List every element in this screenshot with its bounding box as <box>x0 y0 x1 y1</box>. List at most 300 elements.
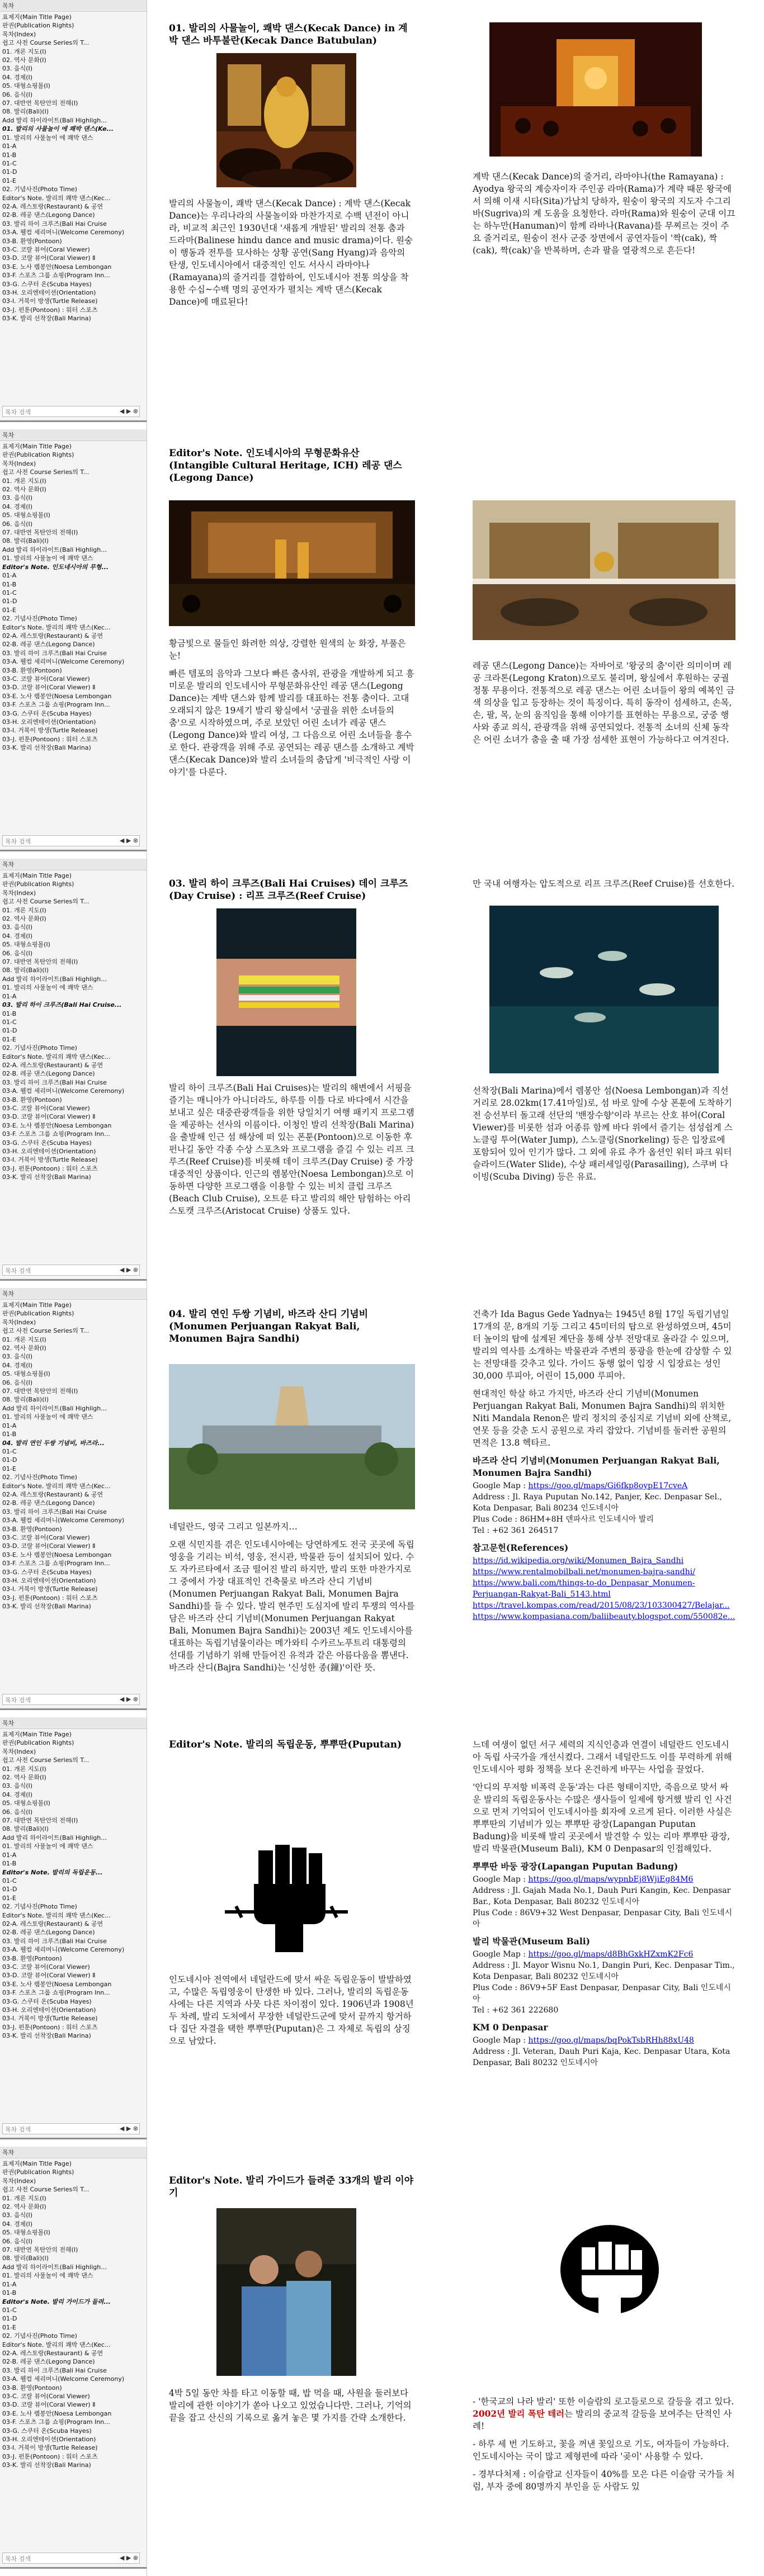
toc-item[interactable]: 03-B. 환영(Pontoon) <box>2 1525 62 1533</box>
section-title: Editor's Note. 발리의 독립운동, 뿌뿌딴(Puputan) <box>169 1739 402 1750</box>
toc-item[interactable]: 02-B. 레공 댄스(Legong Dance) <box>2 641 95 648</box>
toc-item[interactable]: 표제지(Main Title Page) <box>2 872 72 879</box>
toc-item[interactable]: 01. 발리의 사물놀이 에 쾌박 댄스 <box>2 1413 93 1421</box>
reference-link[interactable]: https://www.kompasiana.com/baliibeauty.blogspot.com/550082e... <box>473 1612 735 1621</box>
toc-item[interactable]: 01-C <box>2 1018 17 1026</box>
section-title: 03. 발리 하이 크루즈(Bali Hai Cruises) 데이 크루즈(Day Cruise) : 리프 크루즈(Reef Cruise) <box>169 878 408 902</box>
toc-item[interactable]: 01-D <box>2 168 17 176</box>
toc-item[interactable]: Add 발리 하이라이트(Bali Highligh... <box>2 546 107 553</box>
toc-item[interactable]: 01. 발리의 사물놀이 에 쾌박 댄스 <box>2 555 93 562</box>
toc-item[interactable]: 03. 발리 하이 크루즈(Bali Hai Cruise <box>2 1508 107 1516</box>
toc-item[interactable]: 판권(Publication Rights) <box>2 22 74 30</box>
toc-item[interactable]: 01. 개론 지도(Ⅰ) <box>2 1765 46 1773</box>
toc-item[interactable]: 05. 대형쇼핑몰(Ⅰ) <box>2 941 50 949</box>
paragraph: 인도네시아 전역에서 네덜란드에 맞서 싸운 독립운동이 발발하였고, 수많은 독립영웅이 탄생한 바 있다. 그러나, 발리의 독립운동사에는 다른 지역과 사뭇 다른 차이점이 있다. 1906년과 1908년 두 차례, 발리 도처에서 무장한 네덜란드군에 맞서 끝까지 항거하다 집단 자결을 택한 뿌뿌딴(Puputan)은 그 자체로 독립의 상징으로 남았다. <box>169 1974 414 2046</box>
toc-item[interactable]: 표제지(Main Title Page) <box>2 13 72 21</box>
toc-item[interactable]: 03-F. 스포츠 그룹 쇼핑(Program Inn... <box>2 701 110 709</box>
toc-item[interactable]: 04. 경제(Ⅰ) <box>2 2220 33 2228</box>
toc-item[interactable]: 03-D. 코랄 뷰어(Coral Viewer) Ⅱ <box>2 1113 96 1121</box>
toc-item[interactable]: 06. 음식(Ⅰ) <box>2 1808 33 1816</box>
toc-search-input[interactable]: 목차 검색 ◀ ▶ ⊗ <box>2 2553 140 2564</box>
toc-item[interactable]: 03-E. 노사 렘봉안(Noesa Lembongan <box>2 1551 112 1559</box>
monument-photo <box>169 1364 415 1509</box>
toc-item[interactable]: 03-G. 스쿠터 온(Scuba Hayes) <box>2 2427 92 2435</box>
toc-item[interactable]: 03-B. 환영(Pontoon) <box>2 666 62 674</box>
toc-item[interactable]: 01-B <box>2 580 17 588</box>
toc-item[interactable]: 03-K. 발리 선착장(Bali Marina) <box>2 315 91 323</box>
toc-item[interactable]: 01-C <box>2 159 17 167</box>
toc-item[interactable]: 쉽고 사전 Course Series의 T... <box>2 2186 89 2194</box>
toc-frame <box>0 859 147 1281</box>
toc-item[interactable]: 04. 경제(Ⅰ) <box>2 503 33 510</box>
toc-item[interactable]: 01-B <box>2 151 17 159</box>
toc-item[interactable]: 02. 역사 문화(Ⅰ) <box>2 2203 46 2211</box>
search-nav-icon[interactable]: ◀ ▶ ⊗ <box>119 837 138 844</box>
toc-item[interactable]: 01. 개론 지도(Ⅰ) <box>2 477 46 485</box>
toc-item[interactable]: Add 발리 하이라이트(Bali Highligh... <box>2 1834 107 1841</box>
toc-item[interactable]: 03-H. 오리엔테이션(Orientation) <box>2 2436 96 2443</box>
toc-item[interactable]: 07. 대반연 목탄안의 전해(Ⅰ) <box>2 958 78 966</box>
toc-item[interactable]: Add 발리 하이라이트(Bali Highligh... <box>2 116 107 124</box>
toc-item[interactable]: 03-B. 환영(Pontoon) <box>2 1954 62 1962</box>
toc-item[interactable]: 02-A. 레스토랑(Restaurant) & 공연 <box>2 1920 103 1928</box>
paragraph: '안디의 무저항 비폭력 운동'과는 다른 형태이지만, 죽음으로 맞서 싸운 발리의 독립운동사는 수많은 생사들이 일제에 항거했 발리 인 사건으로 먼저 기억되어 인도네시아를 회자에 오르게 된다. 이러한 사실은 뿌뿌딴의 기념비가 있는 뿌뿌딴 광장(Lapangan Puputan Badung)을 비롯해 발리 곳곳에서 발견할 수 있는 리마 뿌뿌딴 광장, 발리 박물관(Museum Bali), KM 0 Denpasar의 인접해있다. <box>473 1782 732 1854</box>
search-nav-icon[interactable]: ◀ ▶ ⊗ <box>119 1696 138 1703</box>
toc-item[interactable]: 02-B. 레공 댄스(Legong Dance) <box>2 2358 95 2366</box>
toc-item[interactable]: 판권(Publication Rights) <box>2 2168 74 2176</box>
toc-item[interactable]: 01-C <box>2 2306 17 2314</box>
search-nav-icon[interactable]: ◀ ▶ ⊗ <box>119 2554 138 2561</box>
toc-item[interactable]: 05. 대형쇼핑몰(Ⅰ) <box>2 1800 50 1807</box>
paragraph: 4박 5일 동안 차를 타고 이동할 때, 밥 먹을 때, 사원을 둘러보다 발리에 관한 이야기가 쏟아 나오고 있었습니다만. 그러나, 기억의 끝을 잡고 산신의 기록으로 옮겨 놓은 몇 가지를 간략 소개한다. <box>169 2388 412 2423</box>
toc-item[interactable]: 03-K. 발리 선착장(Bali Marina) <box>2 744 91 752</box>
toc-item[interactable]: 03-B. 환영(Pontoon) <box>2 1096 62 1104</box>
toc-item[interactable]: 08. 발리(Bali)(Ⅰ) <box>2 108 49 116</box>
info-title: 발리 박물관(Museum Bali) <box>473 1936 590 1947</box>
info-title: 뿌뿌딴 바둥 광장(Lapangan Puputan Badung) <box>473 1861 678 1872</box>
google-map-line: Google Map : https://goo.gl/maps/Gi6fkp8oypE17cveA <box>473 1481 688 1490</box>
toc-item[interactable]: 03-J. 펀툰(Pontoon) : 워터 스포츠 <box>2 306 98 314</box>
toc-item[interactable]: 표제지(Main Title Page) <box>2 1731 72 1738</box>
toc-item[interactable]: 01-C <box>2 1447 17 1455</box>
toc-item[interactable]: 03-A. 웰컴 세리머니(Welcome Ceremony) <box>2 229 125 236</box>
google-map-line: Google Map : https://goo.gl/maps/wypnbEj8WjiEg84M6 <box>473 1875 694 1884</box>
toc-item[interactable]: Add 발리 하이라이트(Bali Highligh... <box>2 2263 107 2271</box>
fist-stamp-icon <box>551 2214 668 2326</box>
google-map-line: Google Map : https://goo.gl/maps/bqPokTsbRHh88xU48 <box>473 2036 694 2045</box>
raised-fist-icon <box>219 1828 353 1957</box>
toc-item[interactable]: 03. 발리 하이 크루즈(Bali Hai Cruise <box>2 649 107 657</box>
section-title: 04. 발리 연인 두쌍 기념비, 바즈라 산디 기념비(Monumen Perjuangan Rakyat Bali, Monumen Bajra Sandhi) <box>169 1309 369 1344</box>
toc-item[interactable]: 03-E. 노사 렘봉안(Noesa Lembongan <box>2 1980 112 1988</box>
guide-photo <box>216 2208 356 2376</box>
reference-link[interactable]: https://www.rentalmobilbali.net/monumen-bajra-sandhi/ <box>473 1568 695 1576</box>
toc-item[interactable]: 목차(Index) <box>2 30 36 38</box>
toc-item[interactable]: 03. 음식(Ⅰ) <box>2 494 33 502</box>
toc-search-input[interactable]: 목차 검색 ◀ ▶ ⊗ <box>2 2123 140 2134</box>
toc-item[interactable]: 03-I. 거북이 방생(Turtle Release) <box>2 1585 98 1593</box>
toc-item[interactable]: 03-F. 스포츠 그룹 쇼핑(Program Inn... <box>2 1130 110 1138</box>
toc-item-current[interactable]: Editor's Note. 인도네시아의 무형... <box>2 563 109 571</box>
toc-item[interactable]: 01-A <box>2 2280 17 2288</box>
paragraph: 오랜 식민지를 겪은 인도네시아에는 당연하게도 전국 곳곳에 독립영웅을 기리는 비석, 영웅, 전시관, 박물관 등이 설치되어 있다. 수도 자카르타에서 조금 떨어진 발리 하지만, 발리 또한 마찬가지로 그 중에서 가장 대표적인 건축물로 바즈라 산디 기념비(Monumen Perjuangan Rakyat Bali, Monumen Bajra Sandhi)를 들 수 있다. 발리 현주민 도심지에 발리 투쟁의 역사를 담은 바즈라 산디 기념비(Monumen Perjuangan Rakyat Bali, Monumen Bajra Sandhi)는 2003년 제도 인도네시아를 대표하는 독립기념물이라는 메가와티 수카르노푸트리 대통령의 선대를 기념하기 위해 만들어진 유적과 같은 아름다움을 뽐낸다. 바즈라 산디(Bajra Sandhi)는 '신성한 종(鐘)'이란 뜻. <box>169 1540 415 1673</box>
toc-item[interactable]: 03-H. 오리엔테이션(Orientation) <box>2 289 96 296</box>
toc-item[interactable]: 03-D. 코랄 뷰어(Coral Viewer) Ⅱ <box>2 1542 96 1550</box>
toc-item[interactable]: 03-C. 코랄 뷰어(Coral Viewer) <box>2 2392 90 2400</box>
toc-item[interactable]: 02-B. 레공 댄스(Legong Dance) <box>2 1070 95 1078</box>
toc-item[interactable]: 02. 역사 문화(Ⅰ) <box>2 915 46 923</box>
bullet-item: - 경부다처제 : 이슬람교 신자들이 40%를 모은 다른 이슬람 국가들 처럼, 부자 중에 80명까지 부인을 둔 사람도 있 <box>473 2469 735 2492</box>
toc-item[interactable]: 03-A. 웰컴 세리머니(Welcome Ceremony) <box>2 658 125 666</box>
highlight-text: 2002년 발리 폭탄 테러 <box>473 2408 565 2419</box>
toc-item[interactable]: 04. 경제(Ⅰ) <box>2 932 33 940</box>
toc-item[interactable]: Editor's Note. 발리의 쾌박 댄스(Kec... <box>2 1482 111 1490</box>
paragraph: 발리의 사물놀이, 쾌박 댄스(Kecak Dance) : 계박 댄스(Kecak Dance)는 우리나라의 사물놀이와 마찬가지로 수백 년전이 아니라, 비교적 최근인 1930년대 '새롭게 개발된' 발리의 전통 춤과 드라마(Balinese hindu dance and music drama)이다. 원숭이 행동과 전투를 묘사하는 상황 공연(Sang Hyang)과 음악의 탄생, 인도네시아에서 대중적인 인도 서사시 라마야나(Ramayana)의 줄거리를 결합하여, 인도네시아 전통 의상을 착용한 수십~수백 명의 공연자가 펼치는 계박 댄스(Kecak Dance)에 매료된다! <box>169 198 413 307</box>
toc-item[interactable]: 쉽고 사전 Course Series의 T... <box>2 39 89 47</box>
toc-item[interactable]: 03-J. 펀툰(Pontoon) : 워터 스포츠 <box>2 2452 98 2460</box>
toc-item[interactable]: 01-A <box>2 572 17 580</box>
google-map-link[interactable]: https://goo.gl/maps/bqPokTsbRHh88xU48 <box>528 2036 694 2045</box>
document-page <box>159 0 752 2576</box>
toc-item[interactable]: 03-J. 펀툰(Pontoon) : 워터 스포츠 <box>2 735 98 743</box>
toc-item[interactable]: 01-B <box>2 2289 17 2297</box>
toc-item[interactable]: 03. 음식(Ⅰ) <box>2 1782 33 1790</box>
toc-item[interactable]: 02-A. 레스토랑(Restaurant) & 공연 <box>2 202 103 210</box>
toc-item[interactable]: 03-K. 발리 선착장(Bali Marina) <box>2 2461 91 2469</box>
legong-dance-photo <box>169 500 415 626</box>
toc-item[interactable]: 03. 발리 하이 크루즈(Bali Hai Cruise <box>2 2366 107 2374</box>
toc-item[interactable]: 02. 기념사진(Photo Time) <box>2 1474 77 1481</box>
address: Address : Jl. Veteran, Dauh Puri Kaja, Kec. Denpasar Utara, Kota Denpasar, Bali 80232 인도네시아 <box>473 2047 730 2067</box>
paragraph: 건축가 Ida Bagus Gede Yadnya는 1945년 8월 17일 독립기념일 17개의 문, 8개의 기둥 그리고 45미터의 탑으로 완성하였으며, 45미터 높이의 탑에 설계된 계단을 통해 상부 전망대로 올라갈 수 있으며, 발리의 역사를 소개하는 박물관과 주변의 풍광을 한눈에 감상할 수 있는 전망대를 갖추고 있다. 가이드 동행 없이 입장 시 입장료는 성인 30,000 루피아, 어린이 15,000 루피아. <box>473 1309 732 1381</box>
sidebar <box>0 0 147 2576</box>
toc-item[interactable]: 03-F. 스포츠 그룹 쇼핑(Program Inn... <box>2 1560 110 1568</box>
toc-item[interactable]: 03-I. 거북이 방생(Turtle Release) <box>2 2444 98 2452</box>
toc-item[interactable]: 03-E. 노사 렘봉안(Noesa Lembongan <box>2 692 112 700</box>
toc-item[interactable]: Editor's Note. 발리의 쾌박 댄스(Kec... <box>2 623 111 631</box>
toc-item[interactable]: Editor's Note. 발리의 쾌박 댄스(Kec... <box>2 1053 111 1060</box>
paragraph: 레공 댄스(Legong Dance)는 자바어로 '왕궁의 춤'이란 의미이며 레공 크라톤(Legong Kraton)으로도 불리며, 왕실에서 후원하는 궁궐 정통 무용이다. 전통적으로 레공 댄스는 어린 소녀들이 왕의 예복인 금색 의상을 입고 등장하는 것이 특징이다. 특히 동작이 섬세하고, 손목, 손, 팔, 목, 눈의 움직임을 통해 이야기를 표현하는 무용으로, 궁중 행사와 종교 의식, 관광객을 위해 공연되었다. 전통적 소녀의 신체 동작은 어린 소녀가 춤을 출 때 가장 섬세한 표현이 가능하다고 여겨진다. <box>473 661 735 745</box>
toc-item[interactable]: 04. 경제(Ⅰ) <box>2 1791 33 1798</box>
wristband-photo <box>216 908 356 1076</box>
toc-list <box>0 870 147 1183</box>
google-map-line: Google Map : https://goo.gl/maps/d8BhGxkHZxmK2Fc6 <box>473 1950 694 1959</box>
toc-frame-title: 목차 <box>0 429 147 441</box>
google-map-link[interactable]: https://goo.gl/maps/Gi6fkp8oypE17cveA <box>528 1481 688 1490</box>
toc-item[interactable]: 07. 대반연 목탄안의 전해(Ⅰ) <box>2 529 78 537</box>
toc-item[interactable]: 03-C. 코랄 뷰어(Coral Viewer) <box>2 1104 90 1112</box>
toc-item[interactable]: 02-A. 레스토랑(Restaurant) & 공연 <box>2 1061 103 1069</box>
toc-item[interactable]: 07. 대반연 목탄안의 전해(Ⅰ) <box>2 100 78 107</box>
toc-item[interactable]: 03. 발리 하이 크루즈(Bali Hai Cruise <box>2 1937 107 1945</box>
toc-item[interactable]: 07. 대반연 목탄안의 전해(Ⅰ) <box>2 2246 78 2254</box>
bullet-item: - '한국교의 나라 발리' 또한 이슬람의 로고들로으로 갈등을 겪고 있다. 2002년 발리 폭탄 테러는 발리의 중교적 갈등을 보여주는 단적인 사례! <box>473 2397 734 2431</box>
toc-item[interactable]: 01-B <box>2 1010 17 1017</box>
search-nav-icon[interactable]: ◀ ▶ ⊗ <box>119 408 138 415</box>
toc-frame <box>0 1717 147 2139</box>
toc-item[interactable]: 01-A <box>2 143 17 150</box>
toc-item[interactable]: 03-K. 발리 선착장(Bali Marina) <box>2 2032 91 2040</box>
toc-item[interactable]: 02. 기념사진(Photo Time) <box>2 1903 77 1911</box>
toc-item[interactable]: 02. 역사 문화(Ⅰ) <box>2 486 46 494</box>
paragraph: 황금빛으로 물들인 화려한 의상, 강렬한 원색의 눈 화장, 부풀은 눈! <box>169 638 406 661</box>
toc-item[interactable]: 03. 음식(Ⅰ) <box>2 2212 33 2219</box>
toc-item[interactable]: 02-B. 레공 댄스(Legong Dance) <box>2 1499 95 1507</box>
toc-item[interactable]: 01-D <box>2 598 17 605</box>
toc-item[interactable]: 목차(Index) <box>2 460 36 467</box>
toc-item[interactable]: 02-B. 레공 댄스(Legong Dance) <box>2 211 95 219</box>
toc-frame-title: 목차 <box>0 0 147 12</box>
toc-item[interactable]: 03-H. 오리엔테이션(Orientation) <box>2 2006 96 2014</box>
toc-item[interactable]: 03-K. 발리 선착장(Bali Marina) <box>2 1603 91 1611</box>
toc-item[interactable]: 01-A <box>2 1422 17 1429</box>
toc-frame-title: 목차 <box>0 859 147 870</box>
toc-search-input[interactable]: 목차 검색 ◀ ▶ ⊗ <box>2 1694 140 1705</box>
toc-item[interactable]: 03-G. 스쿠터 온(Scuba Hayes) <box>2 709 92 717</box>
toc-item[interactable]: 06. 음식(Ⅰ) <box>2 520 33 528</box>
paragraph: 현대적인 학살 하고 가지만, 바즈라 산디 기념비(Monumen Perjuangan Rakyat Bali, Monumen Bajra Sandhi)의 위치한 Niti Mandala Renon은 발리 정치의 중심지로 기념비 외에 산책로, 연못 등을 갖춘 도시 공원으로 자리 잡았다. 기념비를 둘러싼 공원의 면적은 13.8 헥타르. <box>473 1389 732 1448</box>
toc-item[interactable]: 08. 발리(Bali)(Ⅰ) <box>2 1825 49 1833</box>
toc-item[interactable]: 03-F. 스포츠 그룹 쇼핑(Program Inn... <box>2 272 110 280</box>
paragraph: 계박 댄스(Kecak Dance)의 줄거리, 라마야나(the Ramayana) : Ayodya 왕국의 계승자이자 주인공 라마(Rama)가 계략 때문 왕국에서 의해 이새 시타(Sita)가납치 당하자, 원숭이 왕국의 지도자 수그리바(Sugriva)의 계 도움을 요청한다. 라마(Rama)와 원숭이 군대 이끄는 하누만(Hanuman)이 함께 라바나(Ravana)를 무찌르는 것이 주요 줄거리로, 원숭이 전사 군중 장면에서 공연자들이 '짝(cak), 짝(cak), 짝(cak)'을 반복하며, 손과 팔을 열광적으로 흔든다! <box>473 172 735 255</box>
toc-item-current[interactable]: 03. 발리 하이 크루즈(Bali Hai Cruise... <box>2 1001 122 1009</box>
paragraph: 만 국내 여행자는 압도적으로 리프 크루즈(Reef Cruise)를 선호한다. <box>473 879 735 889</box>
toc-item[interactable]: 03-I. 거북이 방생(Turtle Release) <box>2 727 98 735</box>
toc-item[interactable]: 02. 기념사진(Photo Time) <box>2 186 77 193</box>
reference-link[interactable]: https://www.bali.com/things-to-do_Denpasar_Monumen-Perjuangan-Rakyat-Bali_5143.html <box>473 1579 695 1599</box>
address: Address : Jl. Raya Puputan No.142, Panjer, Kec. Denpasar Sel., Kota Denpasar, Bali 80234 인도네시아 <box>473 1493 722 1513</box>
google-map-link[interactable]: https://goo.gl/maps/wypnbEj8WjiEg84M6 <box>528 1875 694 1884</box>
toc-item[interactable]: 03-A. 웰컴 세리머니(Welcome Ceremony) <box>2 2375 125 2383</box>
paragraph: 느데 여생이 없던 서구 세력의 지식인층과 연결이 네덜란드 인도네시아 독립 사국가을 개선시켰다. 그래서 네덜란드도 이를 무력하게 위해 인도네시아 평화 정책을 보다 온건하게 바꾸는 사업을 끌었다. <box>473 1740 732 1774</box>
toc-item[interactable]: Editor's Note. 발리의 쾌박 댄스(Kec... <box>2 2341 111 2348</box>
toc-item[interactable]: 03-I. 거북이 방생(Turtle Release) <box>2 1156 98 1164</box>
toc-item[interactable]: 05. 대형쇼핑몰(Ⅰ) <box>2 1370 50 1378</box>
toc-item[interactable]: 06. 음식(Ⅰ) <box>2 2237 33 2245</box>
google-map-link[interactable]: https://goo.gl/maps/d8BhGxkHZxmK2Fc6 <box>528 1950 694 1959</box>
address: Address : Jl. Mayor Wisnu No.1, Dangin Puri, Kec. Denpasar Tim., Kota Denpasar, Bali 80232 인도네시아 <box>473 1961 735 1981</box>
toc-frame <box>0 0 147 422</box>
toc-item[interactable]: 01-E <box>2 1465 16 1472</box>
toc-item[interactable]: 목차(Index) <box>2 889 36 897</box>
toc-item[interactable]: 03-D. 코랄 뷰어(Coral Viewer) Ⅱ <box>2 2401 96 2409</box>
toc-item[interactable]: 02-A. 레스토랑(Restaurant) & 공연 <box>2 2349 103 2357</box>
toc-item[interactable]: 쉽고 사전 Course Series의 T... <box>2 1756 89 1764</box>
toc-item[interactable]: 03-J. 펀툰(Pontoon) : 워터 스포츠 <box>2 1594 98 1602</box>
toc-item[interactable]: 01. 개론 지도(Ⅰ) <box>2 2194 46 2202</box>
toc-item[interactable]: 판권(Publication Rights) <box>2 1310 74 1318</box>
toc-search-input[interactable]: 목차 검색 ◀ ▶ ⊗ <box>2 406 140 417</box>
toc-item[interactable]: 01. 발리의 사물놀이 에 쾌박 댄스 <box>2 984 93 992</box>
toc-item[interactable]: 03-B. 환영(Pontoon) <box>2 2384 62 2392</box>
toc-item[interactable]: 01. 발리의 사물놀이 에 쾌박 댄스 <box>2 134 93 141</box>
toc-item[interactable]: 판권(Publication Rights) <box>2 451 74 459</box>
toc-item[interactable]: 03-I. 거북이 방생(Turtle Release) <box>2 297 98 305</box>
toc-item[interactable]: 01-E <box>2 1035 16 1043</box>
kecak-performance-photo <box>489 22 702 157</box>
toc-item[interactable]: 03-F. 스포츠 그룹 쇼핑(Program Inn... <box>2 1989 110 1997</box>
address: Address : Jl. Gajah Mada No.1, Dauh Puri Kangin, Kec. Denpasar Bar., Kota Denpasar, Bali 80232 인도네시아 <box>473 1886 731 1906</box>
toc-item[interactable]: 03-G. 스쿠터 온(Scuba Hayes) <box>2 280 92 288</box>
toc-item[interactable]: 08. 발리(Bali)(Ⅰ) <box>2 967 49 974</box>
toc-item[interactable]: 01. 발리의 사물놀이 에 쾌박 댄스 <box>2 2272 93 2280</box>
toc-item[interactable]: 03-J. 펀툰(Pontoon) : 워터 스포츠 <box>2 1164 98 1172</box>
toc-item[interactable]: 06. 음식(Ⅰ) <box>2 1379 33 1386</box>
toc-item[interactable]: 03-C. 코랄 뷰어(Coral Viewer) <box>2 245 90 253</box>
toc-item[interactable]: 02. 역사 문화(Ⅰ) <box>2 1774 46 1782</box>
underwater-fish-photo <box>489 906 719 1073</box>
toc-item[interactable]: 03. 음식(Ⅰ) <box>2 924 33 931</box>
toc-item[interactable]: 03-E. 노사 렘봉안(Noesa Lembongan <box>2 1121 112 1129</box>
toc-item[interactable]: 06. 음식(Ⅰ) <box>2 91 33 98</box>
toc-item[interactable]: 03-C. 코랄 뷰어(Coral Viewer) <box>2 1963 90 1971</box>
plus-code: Plus Code : 86HM+8H 덴파사르 인도네시아 발리 <box>473 1515 654 1524</box>
toc-item[interactable]: 03-C. 코랄 뷰어(Coral Viewer) <box>2 675 90 683</box>
toc-item[interactable]: 02. 기념사진(Photo Time) <box>2 615 77 623</box>
telephone: Tel : +62 361 264517 <box>473 1526 559 1535</box>
toc-item[interactable]: 쉽고 사전 Course Series의 T... <box>2 1327 89 1335</box>
toc-item[interactable]: 05. 대형쇼핑몰(Ⅰ) <box>2 2229 50 2237</box>
toc-item[interactable]: 03-H. 오리엔테이션(Orientation) <box>2 718 96 726</box>
toc-item[interactable]: 01-B <box>2 1431 17 1438</box>
toc-item[interactable]: 02. 역사 문화(Ⅰ) <box>2 56 46 64</box>
toc-item[interactable]: 02. 기념사진(Photo Time) <box>2 2332 77 2340</box>
toc-frame <box>0 2147 147 2569</box>
toc-item[interactable]: 목차(Index) <box>2 1318 36 1326</box>
toc-item[interactable]: 01-E <box>2 1894 16 1902</box>
toc-item[interactable]: 03-E. 노사 렘봉안(Noesa Lembongan <box>2 263 112 271</box>
toc-item[interactable]: 03. 발리 하이 크루즈(Bali Hai Cruise <box>2 220 107 228</box>
toc-item[interactable]: 01-B <box>2 1860 17 1868</box>
toc-item[interactable]: 02. 역사 문화(Ⅰ) <box>2 1344 46 1352</box>
toc-search-input[interactable]: 목차 검색 ◀ ▶ ⊗ <box>2 835 140 846</box>
toc-frame-title: 목차 <box>0 1717 147 1729</box>
toc-list <box>0 2158 147 2471</box>
section-title: Editor's Note. 발리 가이드가 들려준 33개의 발리 이야기 <box>169 2175 414 2199</box>
toc-item[interactable]: 08. 발리(Bali)(Ⅰ) <box>2 537 49 545</box>
toc-item[interactable]: 03-A. 웰컴 세리머니(Welcome Ceremony) <box>2 1946 125 1954</box>
toc-item[interactable]: 01-D <box>2 1886 17 1893</box>
reference-link[interactable]: https://travel.kompas.com/read/2015/08/23/103300427/Belajar... <box>473 1601 730 1610</box>
toc-item[interactable]: 07. 대반연 목탄안의 전해(Ⅰ) <box>2 1388 78 1395</box>
toc-item[interactable]: 03-D. 코랄 뷰어(Coral Viewer) Ⅱ <box>2 1972 96 1980</box>
legong-performance-photo <box>473 500 735 640</box>
toc-item-current[interactable]: 01. 발리의 사물놀이 에 쾌박 댄스(Ke... <box>2 125 114 133</box>
toc-item[interactable]: 03. 음식(Ⅰ) <box>2 65 33 73</box>
toc-item[interactable]: Add 발리 하이라이트(Bali Highligh... <box>2 1404 107 1412</box>
toc-item[interactable]: 03-G. 스쿠터 온(Scuba Hayes) <box>2 1568 92 1576</box>
toc-item[interactable]: 04. 경제(Ⅰ) <box>2 73 33 81</box>
toc-item[interactable]: 03-K. 발리 선착장(Bali Marina) <box>2 1173 91 1181</box>
toc-item[interactable]: 01. 개론 지도(Ⅰ) <box>2 906 46 914</box>
toc-item[interactable]: 03-G. 스쿠터 온(Scuba Hayes) <box>2 1997 92 2005</box>
toc-item[interactable]: 03-E. 노사 렘봉안(Noesa Lembongan <box>2 2409 112 2417</box>
toc-item[interactable]: 01-C <box>2 1877 17 1884</box>
search-nav-icon[interactable]: ◀ ▶ ⊗ <box>119 2125 138 2132</box>
toc-item-current[interactable]: Editor's Note. 발리의 독립운동... <box>2 1868 103 1876</box>
toc-item[interactable]: 03-G. 스쿠터 온(Scuba Hayes) <box>2 1139 92 1147</box>
toc-item[interactable]: 03-D. 코랄 뷰어(Coral Viewer) Ⅱ <box>2 684 96 692</box>
toc-frame-title: 목차 <box>0 2147 147 2158</box>
toc-item[interactable]: 01-D <box>2 1027 17 1035</box>
toc-item[interactable]: 표제지(Main Title Page) <box>2 1301 72 1309</box>
toc-frame <box>0 1288 147 1710</box>
toc-item[interactable]: 03-H. 오리엔테이션(Orientation) <box>2 1577 96 1584</box>
section-title: Editor's Note. 인도네시아의 무형문화유산(Intangible Cultural Heritage, ICH) 레공 댄스(Legong Dance) <box>169 448 402 484</box>
toc-item[interactable]: 쉽고 사전 Course Series의 T... <box>2 468 89 476</box>
toc-search-input[interactable]: 목차 검색 ◀ ▶ ⊗ <box>2 1265 140 1276</box>
toc-item[interactable]: 표제지(Main Title Page) <box>2 2160 72 2167</box>
toc-item[interactable]: 03. 발리 하이 크루즈(Bali Hai Cruise <box>2 1078 107 1086</box>
toc-item-current[interactable]: Editor's Note. 발리 가이드가 들려... <box>2 2298 111 2305</box>
toc-item[interactable]: Editor's Note. 발리의 쾌박 댄스(Kec... <box>2 1911 111 1919</box>
toc-item[interactable]: 01. 개론 지도(Ⅰ) <box>2 48 46 55</box>
toc-item[interactable]: 03. 음식(Ⅰ) <box>2 1353 33 1361</box>
plus-code: Plus Code : 86V9+32 West Denpasar, Denpasar City, Bali 인도네시아 <box>473 1909 733 1929</box>
plus-code: Plus Code : 86V9+5F East Denpasar, Denpasar City, Bali 인도네시아 <box>473 1983 731 2004</box>
toc-item[interactable]: 03-H. 오리엔테이션(Orientation) <box>2 1148 96 1155</box>
toc-item[interactable]: 04. 경제(Ⅰ) <box>2 1361 33 1369</box>
toc-item[interactable]: 01. 발리의 사물놀이 에 쾌박 댄스 <box>2 1843 93 1850</box>
toc-item[interactable]: 01-E <box>2 606 16 614</box>
toc-item[interactable]: 08. 발리(Bali)(Ⅰ) <box>2 1396 49 1404</box>
toc-item[interactable]: 판권(Publication Rights) <box>2 1739 74 1747</box>
toc-item[interactable]: 03-A. 웰컴 세리머니(Welcome Ceremony) <box>2 1517 125 1524</box>
toc-item[interactable]: 03-C. 코랄 뷰어(Coral Viewer) <box>2 1533 90 1541</box>
toc-item[interactable]: 08. 발리(Bali)(Ⅰ) <box>2 2255 49 2262</box>
paragraph: 선착장(Bali Marina)에서 렘봉안 섬(Noesa Lembongan)과 직선 거리로 28.02km(17.41마일)로, 섬 바로 앞에 수상 폰툰에 도착하기 전 승선부터 돌고래 선단의 '밴장수향'이라 부르는 산호 뷰어(Coral Viewer)를 비롯한 섬과 어종류 함께 바다 위에서 즐기는 섬성쉽게 스노클링 투어(Water Jump), 스노클링(Snorkeling) 등은 입장료에 포함되어 있어 인기가 많다. 그 외에 유료 추가 옵션인 워터 파크 워터 슬라이드(Water Slide), 수상 패러세일링(Parasailing), 스쿠버 다이빙(Scuba Diving) 등은 유료. <box>473 1086 733 1182</box>
toc-item[interactable]: 목차(Index) <box>2 2177 36 2185</box>
toc-item[interactable]: 목차(Index) <box>2 1748 36 1755</box>
toc-item[interactable]: 05. 대형쇼핑몰(Ⅰ) <box>2 512 50 519</box>
toc-item-current[interactable]: 04. 발리 연인 두쌍 기념비, 바즈라... <box>2 1439 105 1447</box>
toc-item[interactable]: 01-E <box>2 177 16 184</box>
toc-item[interactable]: 06. 음식(Ⅰ) <box>2 949 33 957</box>
kecak-dance-photo <box>216 53 356 187</box>
toc-item[interactable]: 03-A. 웰컴 세리머니(Welcome Ceremony) <box>2 1087 125 1095</box>
toc-item[interactable]: 판권(Publication Rights) <box>2 880 74 888</box>
section-title: 01. 발리의 사물놀이, 쾌박 댄스(Kecak Dance) in 계박 댄스 바투불란(Kecak Dance Batubulan) <box>169 23 408 46</box>
toc-item[interactable]: 02-B. 레공 댄스(Legong Dance) <box>2 1929 95 1936</box>
toc-item[interactable]: Add 발리 하이라이트(Bali Highligh... <box>2 975 107 983</box>
toc-item[interactable]: 03-D. 코랄 뷰어(Coral Viewer) Ⅱ <box>2 254 96 262</box>
toc-item[interactable]: 01. 개론 지도(Ⅰ) <box>2 1336 46 1343</box>
toc-item[interactable]: 01-E <box>2 2323 16 2331</box>
toc-item[interactable]: 07. 대반연 목탄안의 전해(Ⅰ) <box>2 1817 78 1825</box>
toc-item[interactable]: 02-A. 레스토랑(Restaurant) & 공연 <box>2 1490 103 1498</box>
toc-item[interactable]: 02-A. 레스토랑(Restaurant) & 공연 <box>2 632 103 640</box>
toc-item[interactable]: 01-A <box>2 1851 17 1859</box>
toc-item[interactable]: 01-C <box>2 589 17 596</box>
paragraph: 빠른 템포의 음악과 그보다 빠른 춤사위, 관광을 개발하게 되고 흥미로운 발리의 인도네시아 무형문화유산인 레공 댄스(Legong Dance)는 계박 댄스와 함께 발리를 대표하는 전통 춤이다. 고대 오래되지 않은 19세기 발리 왕실에서 '궁궐을 위한 소녀들의 춤'으로 시작하였으며, 주로 보았던 어린 소녀가 레공 댄스(Legong Dance)와 발리 여성, 그 다음으로 어린 소녀들을 흥수로 한다. 관광객을 위해 주로 공연되는 레공 댄스를 소개하고 계박 댄스(Kecak Dance)와 발리 소녀들의 춤답게 '비극적인 사랑 이야기'를 다룬다. <box>169 669 414 777</box>
paragraph: 네덜란드, 영국 그리고 일본까지… <box>169 1522 298 1532</box>
search-nav-icon[interactable]: ◀ ▶ ⊗ <box>119 1266 138 1273</box>
toc-item[interactable]: 01-D <box>2 1456 17 1464</box>
toc-item[interactable]: 03-J. 펀툰(Pontoon) : 워터 스포츠 <box>2 2023 98 2031</box>
reference-link[interactable]: https://id.wikipedia.org/wiki/Monumen_Bajra_Sandhi <box>473 1556 684 1565</box>
toc-item[interactable]: Editor's Note. 발리의 쾌박 댄스(Kec... <box>2 194 111 202</box>
toc-item[interactable]: 01-A <box>2 992 17 1000</box>
toc-item[interactable]: 02. 기념사진(Photo Time) <box>2 1044 77 1052</box>
toc-item[interactable]: 표제지(Main Title Page) <box>2 443 72 450</box>
toc-item[interactable]: 03-F. 스포츠 그룹 쇼핑(Program Inn... <box>2 2418 110 2426</box>
toc-item[interactable]: 03-I. 거북이 방생(Turtle Release) <box>2 2015 98 2023</box>
toc-item[interactable]: 쉽고 사전 Course Series의 T... <box>2 898 89 906</box>
toc-item[interactable]: 05. 대형쇼핑몰(Ⅰ) <box>2 82 50 90</box>
toc-item[interactable]: 01-D <box>2 2315 17 2323</box>
toc-item[interactable]: 03-B. 환영(Pontoon) <box>2 237 62 245</box>
toc-frame <box>0 429 147 851</box>
